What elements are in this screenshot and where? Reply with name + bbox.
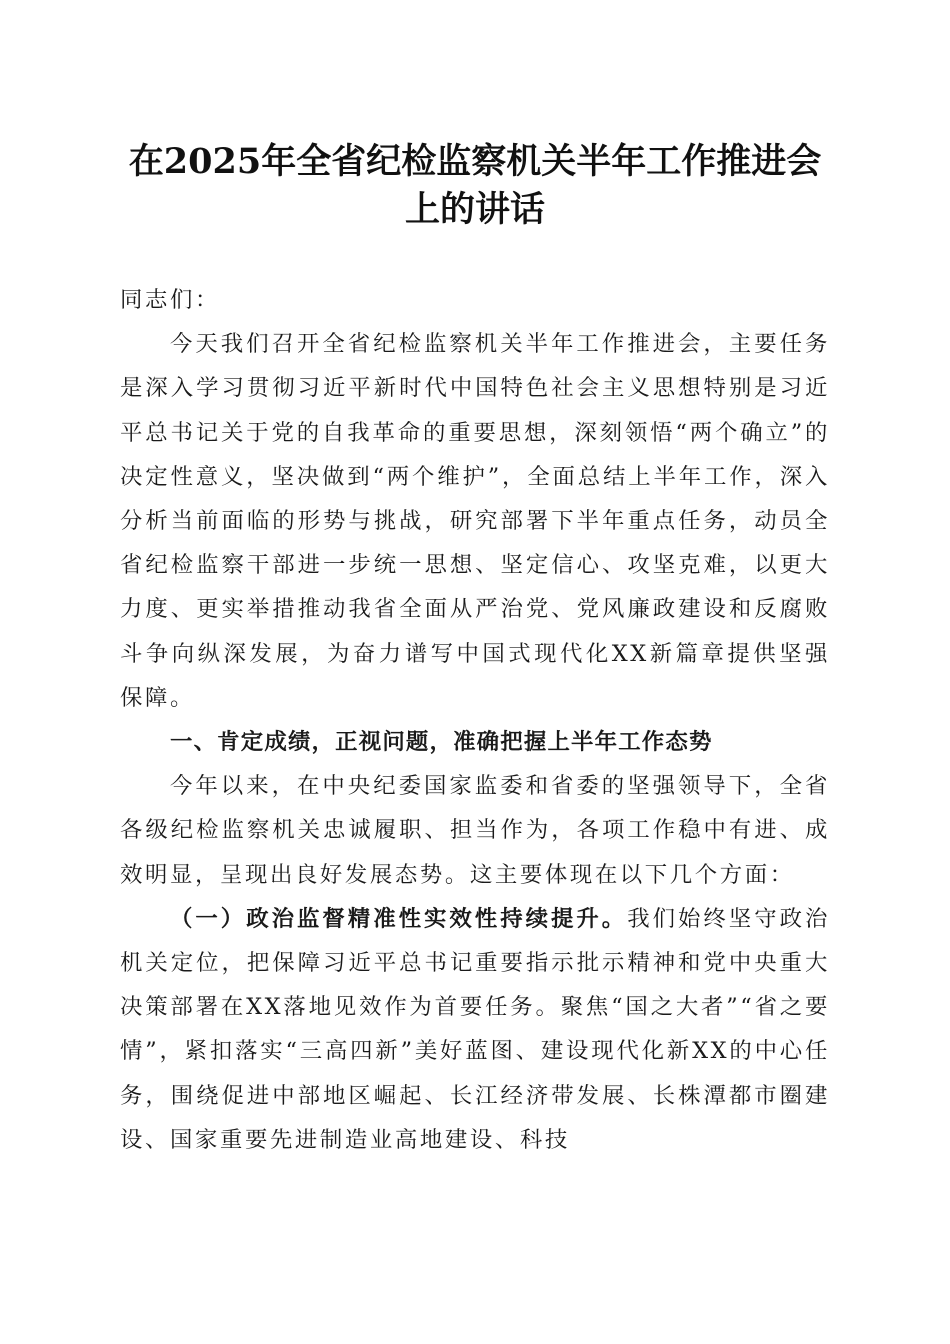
subsection-one-lead: （一）政治监督精准性实效性持续提升。 xyxy=(170,905,628,932)
document-body xyxy=(120,278,830,1162)
title-line-1: 在2025年全省纪检监察机关半年工作推进会 xyxy=(128,141,822,182)
section-one-paragraph: 今年以来，在中央纪委国家监委和省委的坚强领导下，全省各级纪检监察机关忠诚履职、担当作为，各项工作稳中有进、成效明显，呈现出良好发展态势。这主要体现在以下几个方面： xyxy=(120,773,830,888)
intro-paragraph: 今天我们召开全省纪检监察机关半年工作推进会，主要任务是深入学习贯彻习近平新时代中国特色社会主义思想特别是习近平总书记关于党的自我革命的重要思想，深刻领悟“两个确立”的决定性意义，坚决做到“两个维护”，全面总结上半年工作，深入分析当前面临的形势与挑战，研究部署下半年重点任务，动员全省纪检监察干部进一步统一思想、坚定信心、攻坚克难，以更大力度、更实举措推动我省全面从严治党、党风廉政建设和反腐败斗争向纵深发展，为奋力谱写中国式现代化XX新篇章提供坚强保障。 xyxy=(120,331,830,711)
title-line-2: 上的讲话 xyxy=(404,189,545,230)
subsection-one-paragraph xyxy=(120,897,830,1162)
salutation: 同志们： xyxy=(120,287,220,313)
document-title xyxy=(100,138,850,234)
subsection-one-text: 我们始终坚守政治机关定位，把保障习近平总书记重要指示批示精神和党中央重大决策部署在XX落地见效作为首要任务。聚焦“国之大者”“省之要情”，紧扣落实“三高四新”美好蓝图、建设现代化新XX的中心任务，围绕促进中部地区崛起、长江经济带发展、长株潭都市圈建设、国家重要先进制造业高地建设、科技 xyxy=(120,905,830,1153)
section-one-heading: 一、肯定成绩，正视问题，准确把握上半年工作态势 xyxy=(170,729,713,756)
